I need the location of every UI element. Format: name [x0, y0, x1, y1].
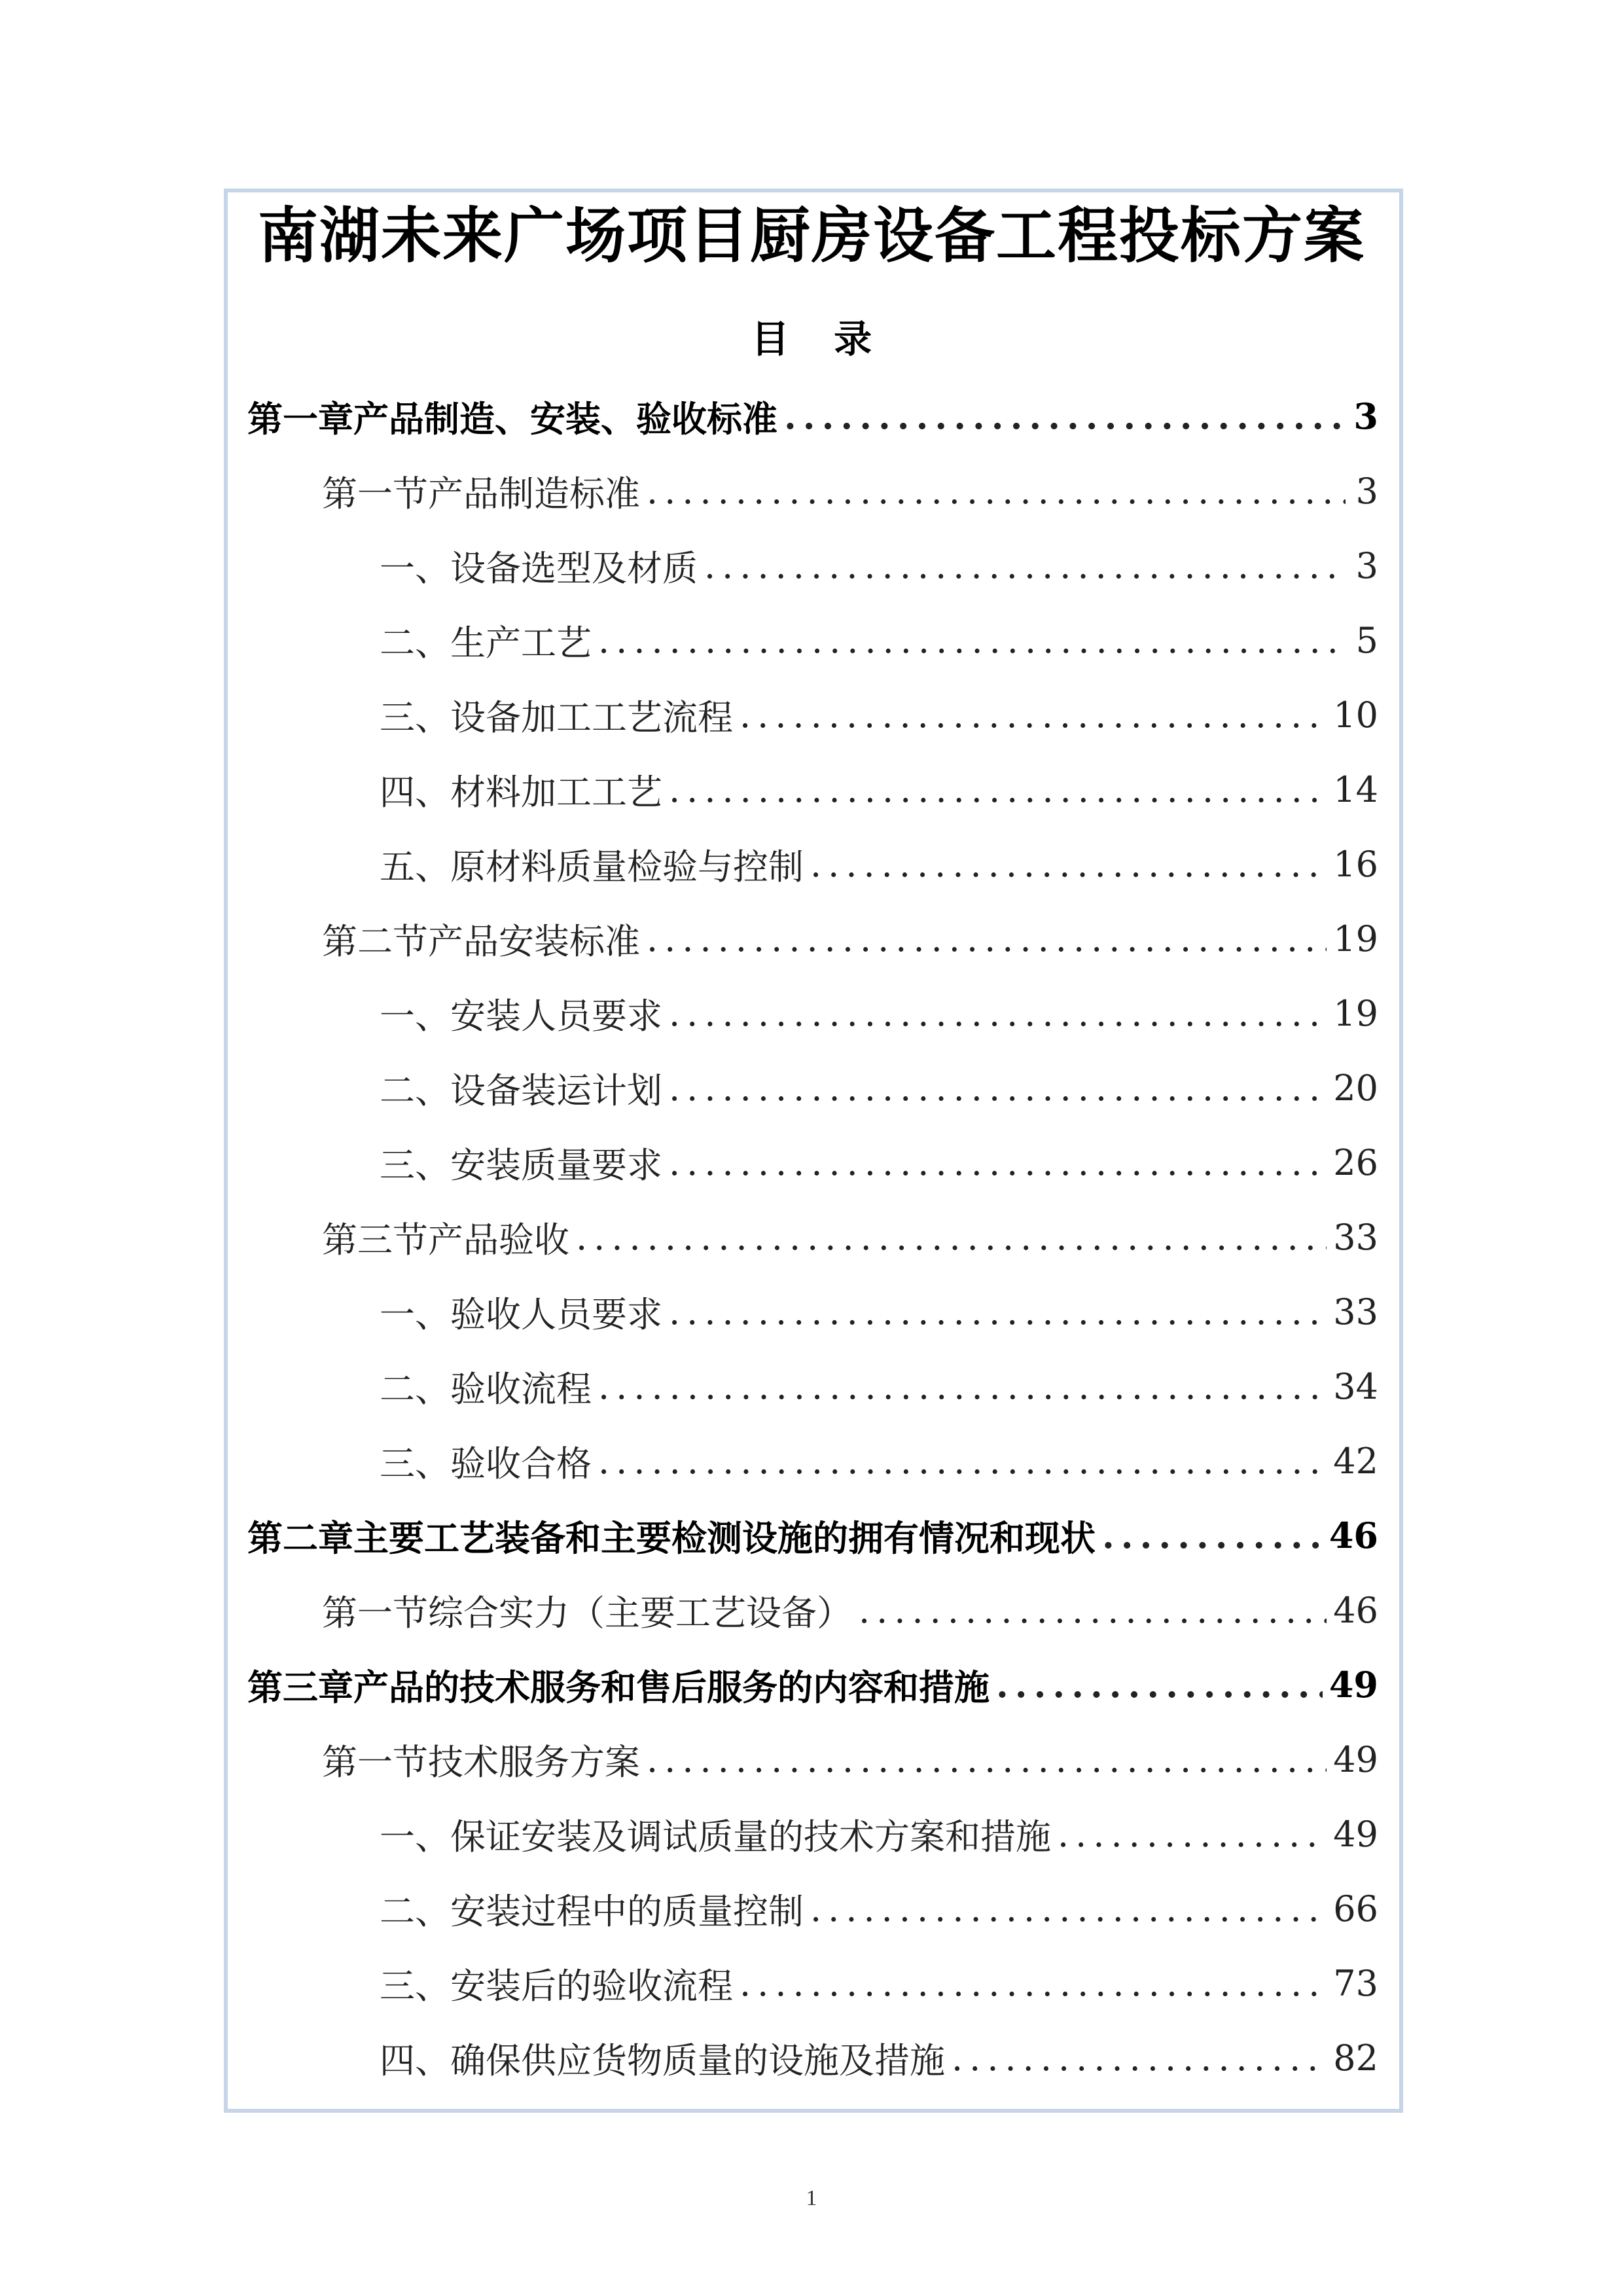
toc-entry-number: 二、	[380, 622, 450, 664]
toc-entry-number: 第三节	[322, 1219, 428, 1261]
toc-dot-leader	[859, 1590, 1327, 1631]
toc-entry-number: 二、	[380, 1069, 450, 1111]
toc-entry-number: 一、	[380, 1816, 450, 1857]
toc-entry-title: 安装人员要求	[450, 995, 662, 1037]
toc-entry-title: 产品制造标准	[428, 473, 640, 514]
toc-entry[interactable]	[380, 1136, 1378, 1189]
toc-dot-leader	[704, 545, 1346, 586]
toc-dot-leader	[1102, 1515, 1323, 1556]
page-number: 1	[806, 2186, 817, 2210]
toc-dot-leader	[669, 1142, 1327, 1183]
toc-entry[interactable]	[322, 1733, 1378, 1785]
toc-entry-number: 四、	[380, 2039, 450, 2081]
toc-entry[interactable]	[380, 1808, 1378, 1860]
toc-dot-leader	[740, 694, 1327, 736]
toc-entry-title: 综合实力（主要工艺设备）	[428, 1592, 852, 1634]
toc-dot-leader	[576, 1217, 1327, 1258]
toc-dot-leader	[669, 1067, 1327, 1109]
toc-entry-page: 26	[1333, 1141, 1378, 1183]
toc-entry-page: 49	[1333, 1813, 1378, 1855]
toc-entry-page: 20	[1333, 1067, 1378, 1109]
toc-entry-title: 验收合格	[450, 1443, 592, 1484]
toc-entry-title: 安装过程中的质量控制	[450, 1890, 804, 1932]
toc-dot-leader	[647, 1739, 1327, 1780]
toc-entry-number: 二、	[380, 1368, 450, 1410]
toc-entry-page: 42	[1333, 1440, 1378, 1482]
toc-entry-number: 第一章	[247, 397, 353, 440]
toc-entry-page: 19	[1333, 918, 1378, 960]
toc-entry-number: 一、	[380, 995, 450, 1037]
toc-entry-page: 3	[1355, 545, 1378, 586]
toc-entry-number: 四、	[380, 771, 450, 813]
toc-entry[interactable]	[322, 1584, 1378, 1636]
toc-entry[interactable]	[380, 1882, 1378, 1935]
toc-entry[interactable]	[380, 539, 1378, 592]
toc-entry-number: 第二节	[322, 920, 428, 962]
toc-entry-page: 19	[1333, 992, 1378, 1034]
toc-dot-leader	[598, 1366, 1327, 1407]
toc-entry-number: 第一节	[322, 473, 428, 514]
toc-entry[interactable]	[380, 1360, 1378, 1412]
toc-entry[interactable]	[322, 912, 1378, 965]
toc-entry-number: 三、	[380, 1965, 450, 2007]
toc-entry-number: 三、	[380, 1443, 450, 1484]
toc-entry[interactable]	[380, 987, 1378, 1039]
toc-entry-title: 生产工艺	[450, 622, 592, 664]
toc-entry[interactable]	[380, 1062, 1378, 1114]
toc-entry-number: 第三章	[247, 1666, 353, 1708]
toc-entry-page: 10	[1333, 694, 1378, 736]
toc-dot-leader	[740, 1963, 1327, 2004]
toc-dot-leader	[669, 769, 1327, 810]
toc-entry-title: 保证安装及调试质量的技术方案和措施	[450, 1816, 1051, 1857]
toc-dot-leader	[810, 844, 1327, 885]
toc-entry-title: 设备选型及材质	[450, 547, 698, 589]
toc-entry[interactable]	[247, 1659, 1378, 1711]
toc-entry-page: 66	[1333, 1888, 1378, 1929]
toc-entry[interactable]	[322, 465, 1378, 517]
toc-entry-number: 第一节	[322, 1741, 428, 1783]
toc-heading: 目 录	[751, 317, 888, 361]
toc-entry-title: 设备加工工艺流程	[450, 696, 733, 738]
toc-dot-leader	[952, 2037, 1327, 2079]
toc-entry-title: 材料加工工艺	[450, 771, 662, 813]
toc-entry-number: 第二章	[247, 1516, 353, 1559]
toc-entry-page: 16	[1333, 843, 1378, 885]
toc-entry-page: 49	[1329, 1664, 1378, 1706]
toc-dot-leader	[647, 918, 1327, 960]
toc-entry-page: 46	[1329, 1515, 1378, 1556]
toc-entry[interactable]	[322, 1211, 1378, 1263]
toc-entry-page: 3	[1353, 395, 1378, 437]
toc-dot-leader	[647, 471, 1346, 512]
toc-entry[interactable]	[380, 614, 1378, 666]
toc-entry-page: 14	[1333, 768, 1378, 810]
toc-entry[interactable]	[380, 838, 1378, 890]
toc-entry[interactable]	[380, 2032, 1378, 2084]
toc-dot-leader	[784, 395, 1346, 437]
toc-entry-title: 验收流程	[450, 1368, 592, 1410]
toc-entry-page: 3	[1355, 470, 1378, 512]
toc-entry[interactable]	[247, 390, 1378, 442]
toc-entry-title: 验收人员要求	[450, 1293, 662, 1335]
toc-entry-number: 第一节	[322, 1592, 428, 1634]
toc-entry-number: 五、	[380, 846, 450, 888]
toc-entry-page: 33	[1333, 1291, 1378, 1333]
toc-entry-page: 33	[1333, 1216, 1378, 1258]
toc-entry-title: 安装质量要求	[450, 1144, 662, 1186]
toc-entry-title: 主要工艺装备和主要检测设施的拥有情况和现状	[353, 1516, 1096, 1559]
toc-entry-title: 安装后的验收流程	[450, 1965, 733, 2007]
toc-dot-leader	[996, 1664, 1323, 1706]
toc-dot-leader	[1058, 1814, 1327, 1855]
toc-entry[interactable]	[380, 689, 1378, 741]
toc-entry[interactable]	[380, 1435, 1378, 1487]
toc-entry[interactable]	[247, 1509, 1378, 1562]
toc-entry-number: 三、	[380, 696, 450, 738]
toc-entry-title: 原材料质量检验与控制	[450, 846, 804, 888]
toc-entry-title: 技术服务方案	[428, 1741, 640, 1783]
toc-entry-page: 73	[1333, 1962, 1378, 2004]
toc-entry-page: 82	[1333, 2037, 1378, 2079]
toc-entry-title: 设备装运计划	[450, 1069, 662, 1111]
toc-entry[interactable]	[380, 1285, 1378, 1338]
toc-entry[interactable]	[380, 1957, 1378, 2009]
toc-entry-title: 产品的技术服务和售后服务的内容和措施	[353, 1666, 990, 1708]
toc-entry-number: 三、	[380, 1144, 450, 1186]
document-title: 南湖未来广场项目厨房设备工程投标方案	[257, 200, 1365, 271]
toc-entry-number: 一、	[380, 1293, 450, 1335]
toc-entry-number: 二、	[380, 1890, 450, 1932]
toc-entry-number: 一、	[380, 547, 450, 589]
toc-dot-leader	[669, 1291, 1327, 1333]
toc-dot-leader	[598, 620, 1346, 661]
toc-dot-leader	[669, 993, 1327, 1034]
toc-dot-leader	[598, 1441, 1327, 1482]
toc-entry-title: 确保供应货物质量的设施及措施	[450, 2039, 945, 2081]
toc-entry[interactable]	[380, 763, 1378, 816]
toc-entry-page: 34	[1333, 1365, 1378, 1407]
toc-entry-title: 产品制造、安装、验收标准	[353, 397, 777, 440]
toc-entry-title: 产品安装标准	[428, 920, 640, 962]
toc-dot-leader	[810, 1888, 1327, 1929]
toc-entry-page: 49	[1333, 1738, 1378, 1780]
toc-entry-title: 产品验收	[428, 1219, 569, 1261]
toc-entry-page: 46	[1333, 1589, 1378, 1631]
toc-entry-page: 5	[1355, 619, 1378, 661]
